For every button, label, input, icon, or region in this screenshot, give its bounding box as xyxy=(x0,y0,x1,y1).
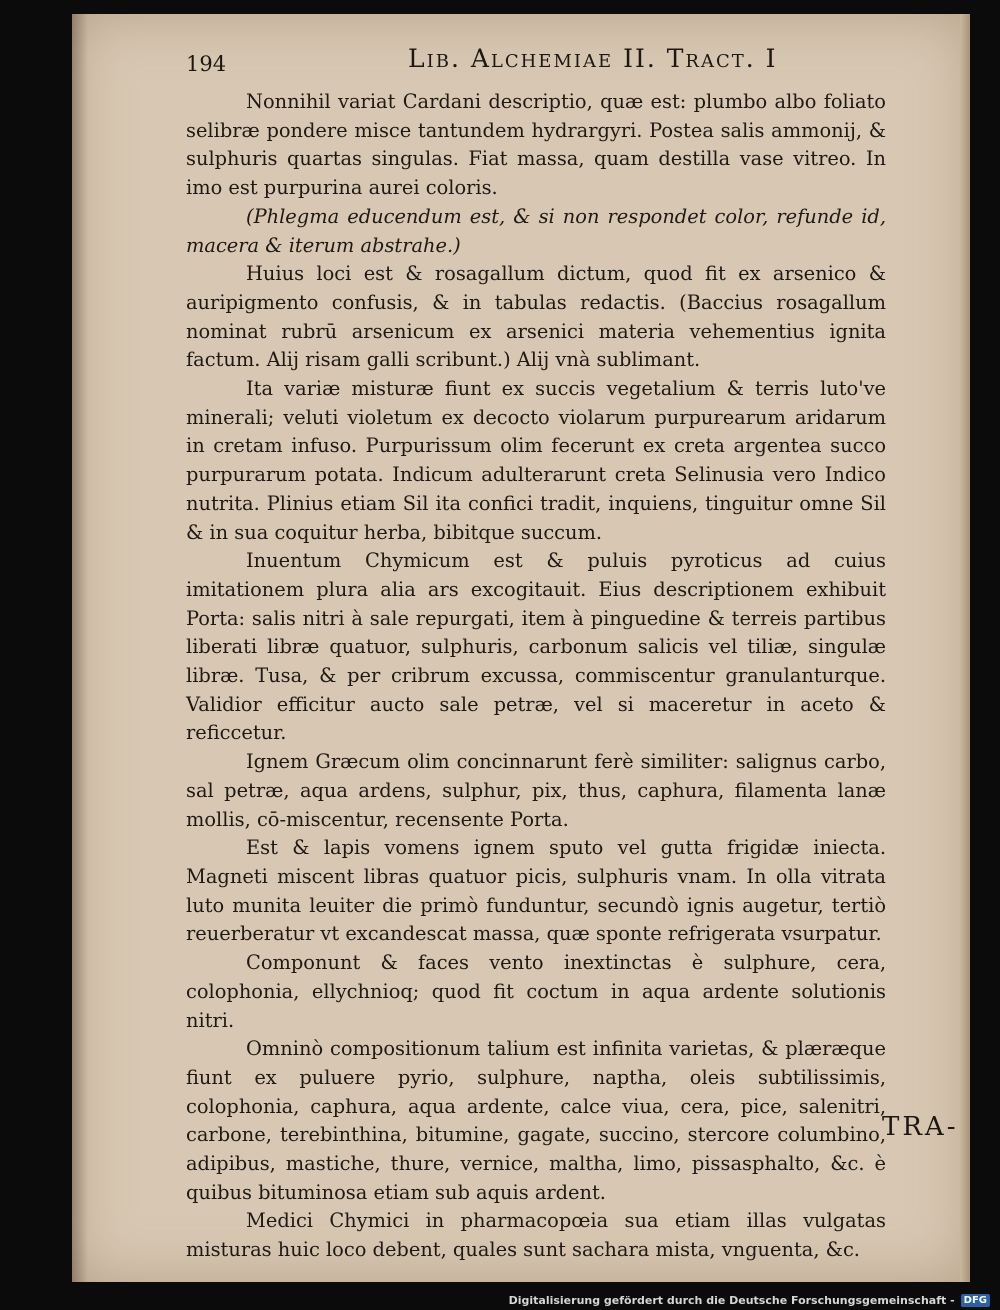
paragraph-puluis-pyroticus: Inuentum Chymicum est & puluis pyroticus ad cuius imitationem plura alia ars excogitauit. Eius descriptionem exhibuit Porta: salis nitri à sale repurgati, item à pinguedine & terreis partibus liberati libræ quatuor, sulphuris, carbonum salicis vel tiliæ, singulæ libræ. Tusa, & per cribrum excussa, commiscentur granulanturque. Validior efficitur aucto sale petræ, vel si maceretur in aceto & reficcetur. xyxy=(186,549,886,745)
paragraph-lapis-vomens: Est & lapis vomens ignem sputo vel gutta frigidæ iniecta. Magneti miscent libras quatuor picis, sulphuris vnam. In olla vitrata luto munita leuiter die primò funduntur, secundò ignis augetur, tertiò reuerberatur vt excandescat massa, quæ sponte refrigerata vsurpatur. xyxy=(186,836,886,946)
page-edge xyxy=(960,14,970,1282)
paragraph-rosagallum: Huius loci est & rosagallum dictum, quod fit ex arsenico & auripigmento confusis, & in tabulas redactis. (Baccius rosagallum nominat rubrū arsenicum ex arsenici materia vehementius ignita factum. Alij risam galli scribunt.) Alij vnà sublimant. xyxy=(186,262,886,372)
footer-text: Digitalisierung gefördert durch die Deutsche Forschungsgemeinschaft - xyxy=(508,1294,955,1307)
paragraph-phlegma: (Phlegma educendum est, & si non respondet color, refunde id, macera & iterum abstrahe.) xyxy=(186,204,886,257)
dfg-logo: DFG xyxy=(961,1294,990,1307)
running-head: Lib. Alchemiae II. Tract. I xyxy=(408,44,778,73)
paragraph-ignem-graecum: Ignem Græcum olim concinnarunt ferè similiter: salignus carbo, sal petræ, aqua ardens, sulphur, pix, thus, caphura, filamenta lanæ mollis, cō-miscentur, recensente Porta. xyxy=(186,750,886,831)
body-text xyxy=(186,88,886,1265)
page-number: 194 xyxy=(186,52,227,76)
paragraph-faces: Componunt & faces vento inextinctas è sulphure, cera, colophonia, ellychnioq; quod fit coctum in aqua ardente solutionis nitri. xyxy=(186,951,886,1032)
paragraph-compositionum: Omninò compositionum talium est infinita varietas, & plæræque fiunt ex puluere pyrio, sulphure, naptha, oleis subtilissimis, colophonia, caphura, aqua ardente, calce viua, cera, pice, salenitri, carbone, terebinthina, bitumine, gagate, succino, stercore columbino, adipibus, mastiche, thure, vernice, maltha, limo, pissasphalto, &c. è quibus bituminosa etiam sub aquis ardent. xyxy=(186,1037,886,1204)
spine-shadow xyxy=(72,14,88,1282)
paragraph-misturae: Ita variæ misturæ fiunt ex succis vegetalium & terris luto've minerali; veluti violetum ex decocto violarum purpurearum aridarum in cretam infuso. Purpurissum olim fecerunt ex creta argentea succo purpurarum potata. Indicum adulterarunt creta Selinusia vero Indico nutrita. Plinius etiam Sil ita confici tradit, inquiens, tinguitur omne Sil & in sua coquitur herba, bibitque succum. xyxy=(186,377,886,544)
digitization-footer xyxy=(509,1294,990,1307)
paragraph-medici: Medici Chymici in pharmacopœia sua etiam illas vulgatas misturas huic loco debent, quales sunt sachara mista, vnguenta, &c. xyxy=(186,1209,886,1262)
page-header xyxy=(186,44,826,84)
paragraph-cardani: Nonnihil variat Cardani descriptio, quæ est: plumbo albo foliato selibræ pondere misce tantundem hydrargyri. Postea salis ammonij, & sulphuris quartas singulas. Fiat massa, quam destilla vase vitreo. In imo est purpurina aurei coloris. xyxy=(186,90,886,200)
catchword: TRA- xyxy=(882,1112,959,1142)
